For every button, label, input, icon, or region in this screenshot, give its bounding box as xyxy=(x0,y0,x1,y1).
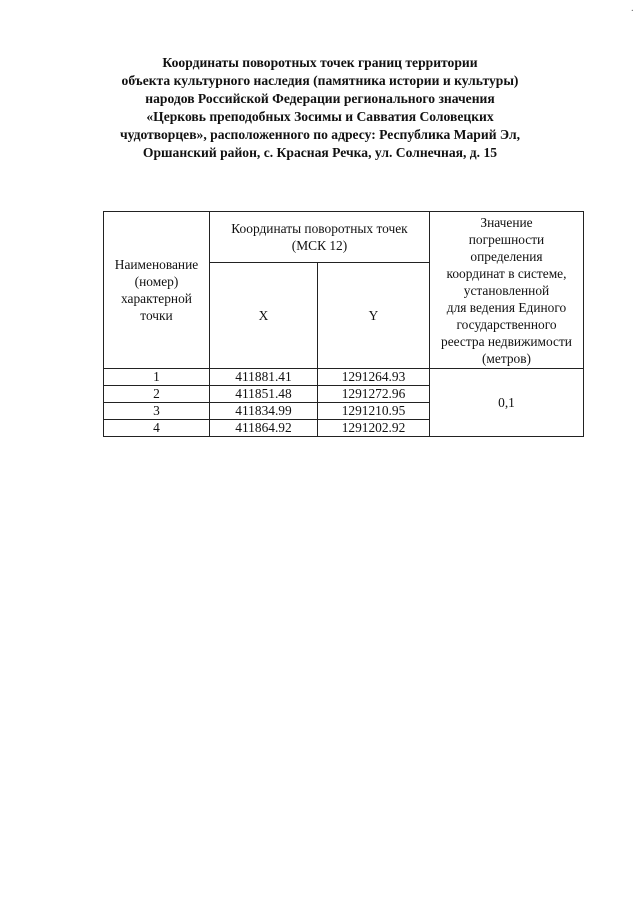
cell-y: 1291202.92 xyxy=(318,420,430,437)
header-text: Значение xyxy=(480,214,533,230)
cell-point-number: 2 xyxy=(104,386,210,403)
header-coordinates xyxy=(210,212,430,263)
header-text: установленной xyxy=(463,282,550,298)
title-line: народов Российской Федерации регионального значения xyxy=(145,91,495,106)
header-y: Y xyxy=(318,263,430,369)
cell-y: 1291264.93 xyxy=(318,369,430,386)
header-text: координат в системе, xyxy=(446,265,567,281)
cell-point-number: 4 xyxy=(104,420,210,437)
header-error xyxy=(430,212,584,369)
scan-speck: · xyxy=(630,6,634,17)
cell-x: 411881.41 xyxy=(210,369,318,386)
header-text: (метров) xyxy=(481,350,532,366)
cell-point-number: 3 xyxy=(104,403,210,420)
header-text: характерной xyxy=(121,291,192,306)
header-text: Координаты поворотных точек xyxy=(231,221,408,236)
header-text: Наименование xyxy=(114,257,199,272)
header-point-name xyxy=(104,212,210,369)
cell-x: 411834.99 xyxy=(210,403,318,420)
header-text: (МСК 12) xyxy=(291,238,348,253)
cell-x: 411864.92 xyxy=(210,420,318,437)
header-text: для ведения Единого xyxy=(446,299,567,315)
header-text: определения xyxy=(470,248,543,264)
cell-y: 1291272.96 xyxy=(318,386,430,403)
cell-point-number: 1 xyxy=(104,369,210,386)
title-line: «Церковь преподобных Зосимы и Савватия Соловецких xyxy=(146,109,494,124)
header-text: реестра недвижимости xyxy=(441,333,572,349)
cell-y: 1291210.95 xyxy=(318,403,430,420)
title-line: Координаты поворотных точек границ территории xyxy=(162,55,478,70)
header-text: государственного xyxy=(456,316,557,332)
table-row xyxy=(104,369,584,386)
cell-error-value: 0,1 xyxy=(430,369,584,437)
cell-x: 411851.48 xyxy=(210,386,318,403)
header-text: (номер) xyxy=(134,274,179,289)
header-text: точки xyxy=(140,308,173,323)
title-line: чудотворцев», расположенного по адресу: Республика Марий Эл, xyxy=(119,127,521,142)
header-text: погрешности xyxy=(468,231,545,247)
document-title xyxy=(60,54,580,162)
title-line: Оршанский район, с. Красная Речка, ул. Солнечная, д. 15 xyxy=(142,145,498,160)
title-line: объекта культурного наследия (памятника истории и культуры) xyxy=(121,73,519,88)
coordinates-table xyxy=(103,211,584,437)
header-x: X xyxy=(210,263,318,369)
